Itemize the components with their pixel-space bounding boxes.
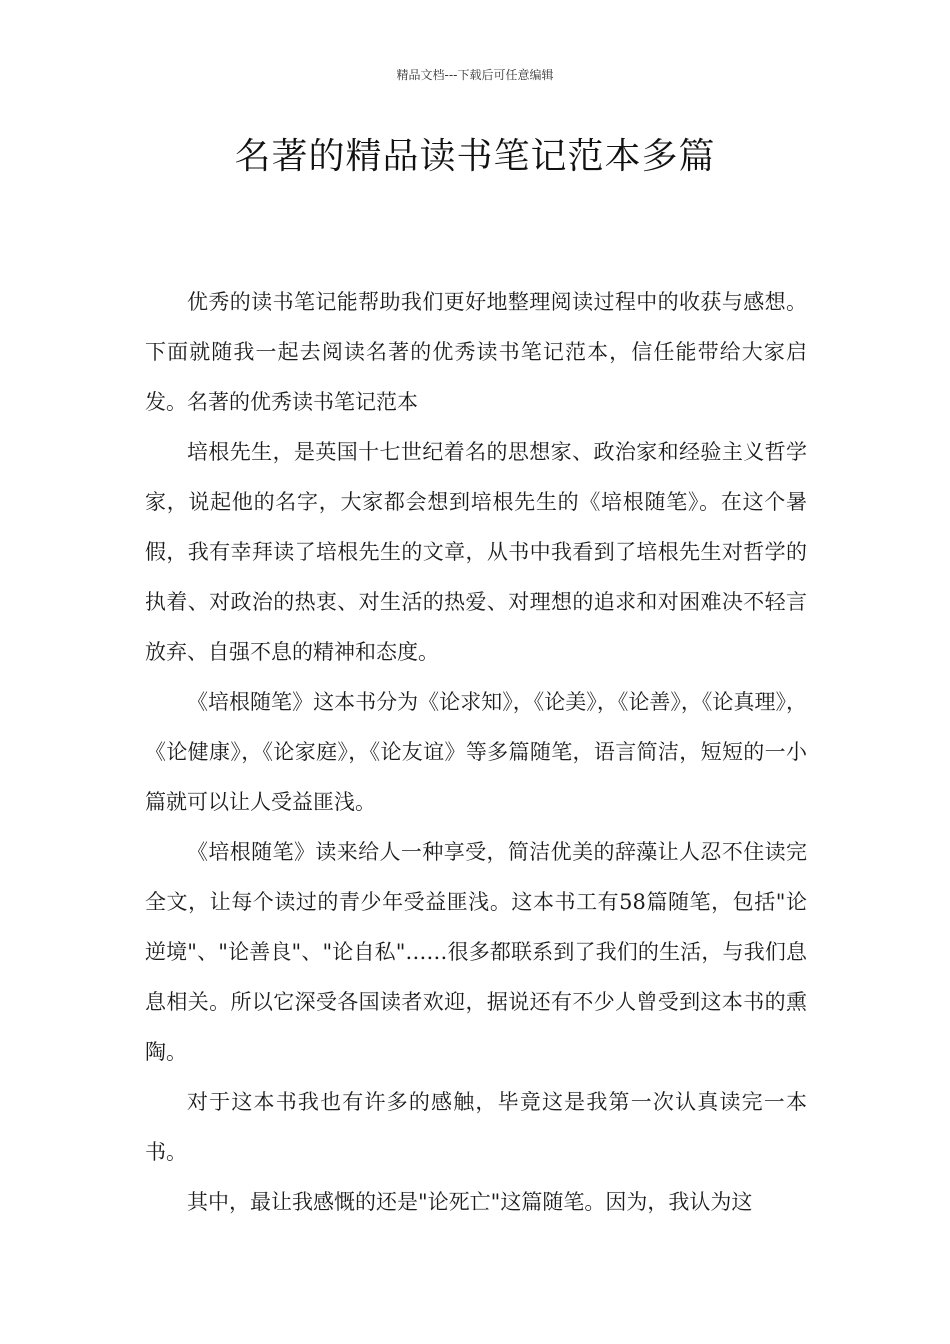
document-body <box>145 277 807 1227</box>
paragraph: 对于这本书我也有许多的感触，毕竟这是我第一次认真读完一本书。 <box>145 1090 807 1164</box>
paragraph: 《培根随笔》读来给人一种享受，简洁优美的辞藻让人忍不住读完全文，让每个读过的青少年受益匪浅。这本书工有58篇随笔，包括"论逆境"、"论善良"、"论自私"……很多都联系到了我们的生活，与我们息息相关。所以它深受各国读者欢迎，据说还有不少人曾受到这本书的熏陶。 <box>145 840 807 1064</box>
header-note: 精品文档---下载后可任意编辑 <box>396 68 554 82</box>
paragraph: 其中，最让我感慨的还是"论死亡"这篇随笔。因为，我认为这 <box>187 1190 753 1214</box>
paragraph: 优秀的读书笔记能帮助我们更好地整理阅读过程中的收获与感想。下面就随我一起去阅读名著的优秀读书笔记范本，信任能带给大家启发。名著的优秀读书笔记范本 <box>145 290 807 414</box>
paragraph: 培根先生，是英国十七世纪着名的思想家、政治家和经验主义哲学家，说起他的名字，大家都会想到培根先生的《培根随笔》。在这个暑假，我有幸拜读了培根先生的文章，从书中我看到了培根先生对哲学的执着、对政治的热衷、对生活的热爱、对理想的追求和对困难决不轻言放弃、自强不息的精神和态度。 <box>145 440 807 664</box>
document-title: 名著的精品读书笔记范本多篇 <box>234 136 716 177</box>
paragraph: 《培根随笔》这本书分为《论求知》，《论美》，《论善》，《论真理》，《论健康》，《论家庭》，《论友谊》等多篇随笔，语言简洁，短短的一小篇就可以让人受益匪浅。 <box>145 690 807 814</box>
